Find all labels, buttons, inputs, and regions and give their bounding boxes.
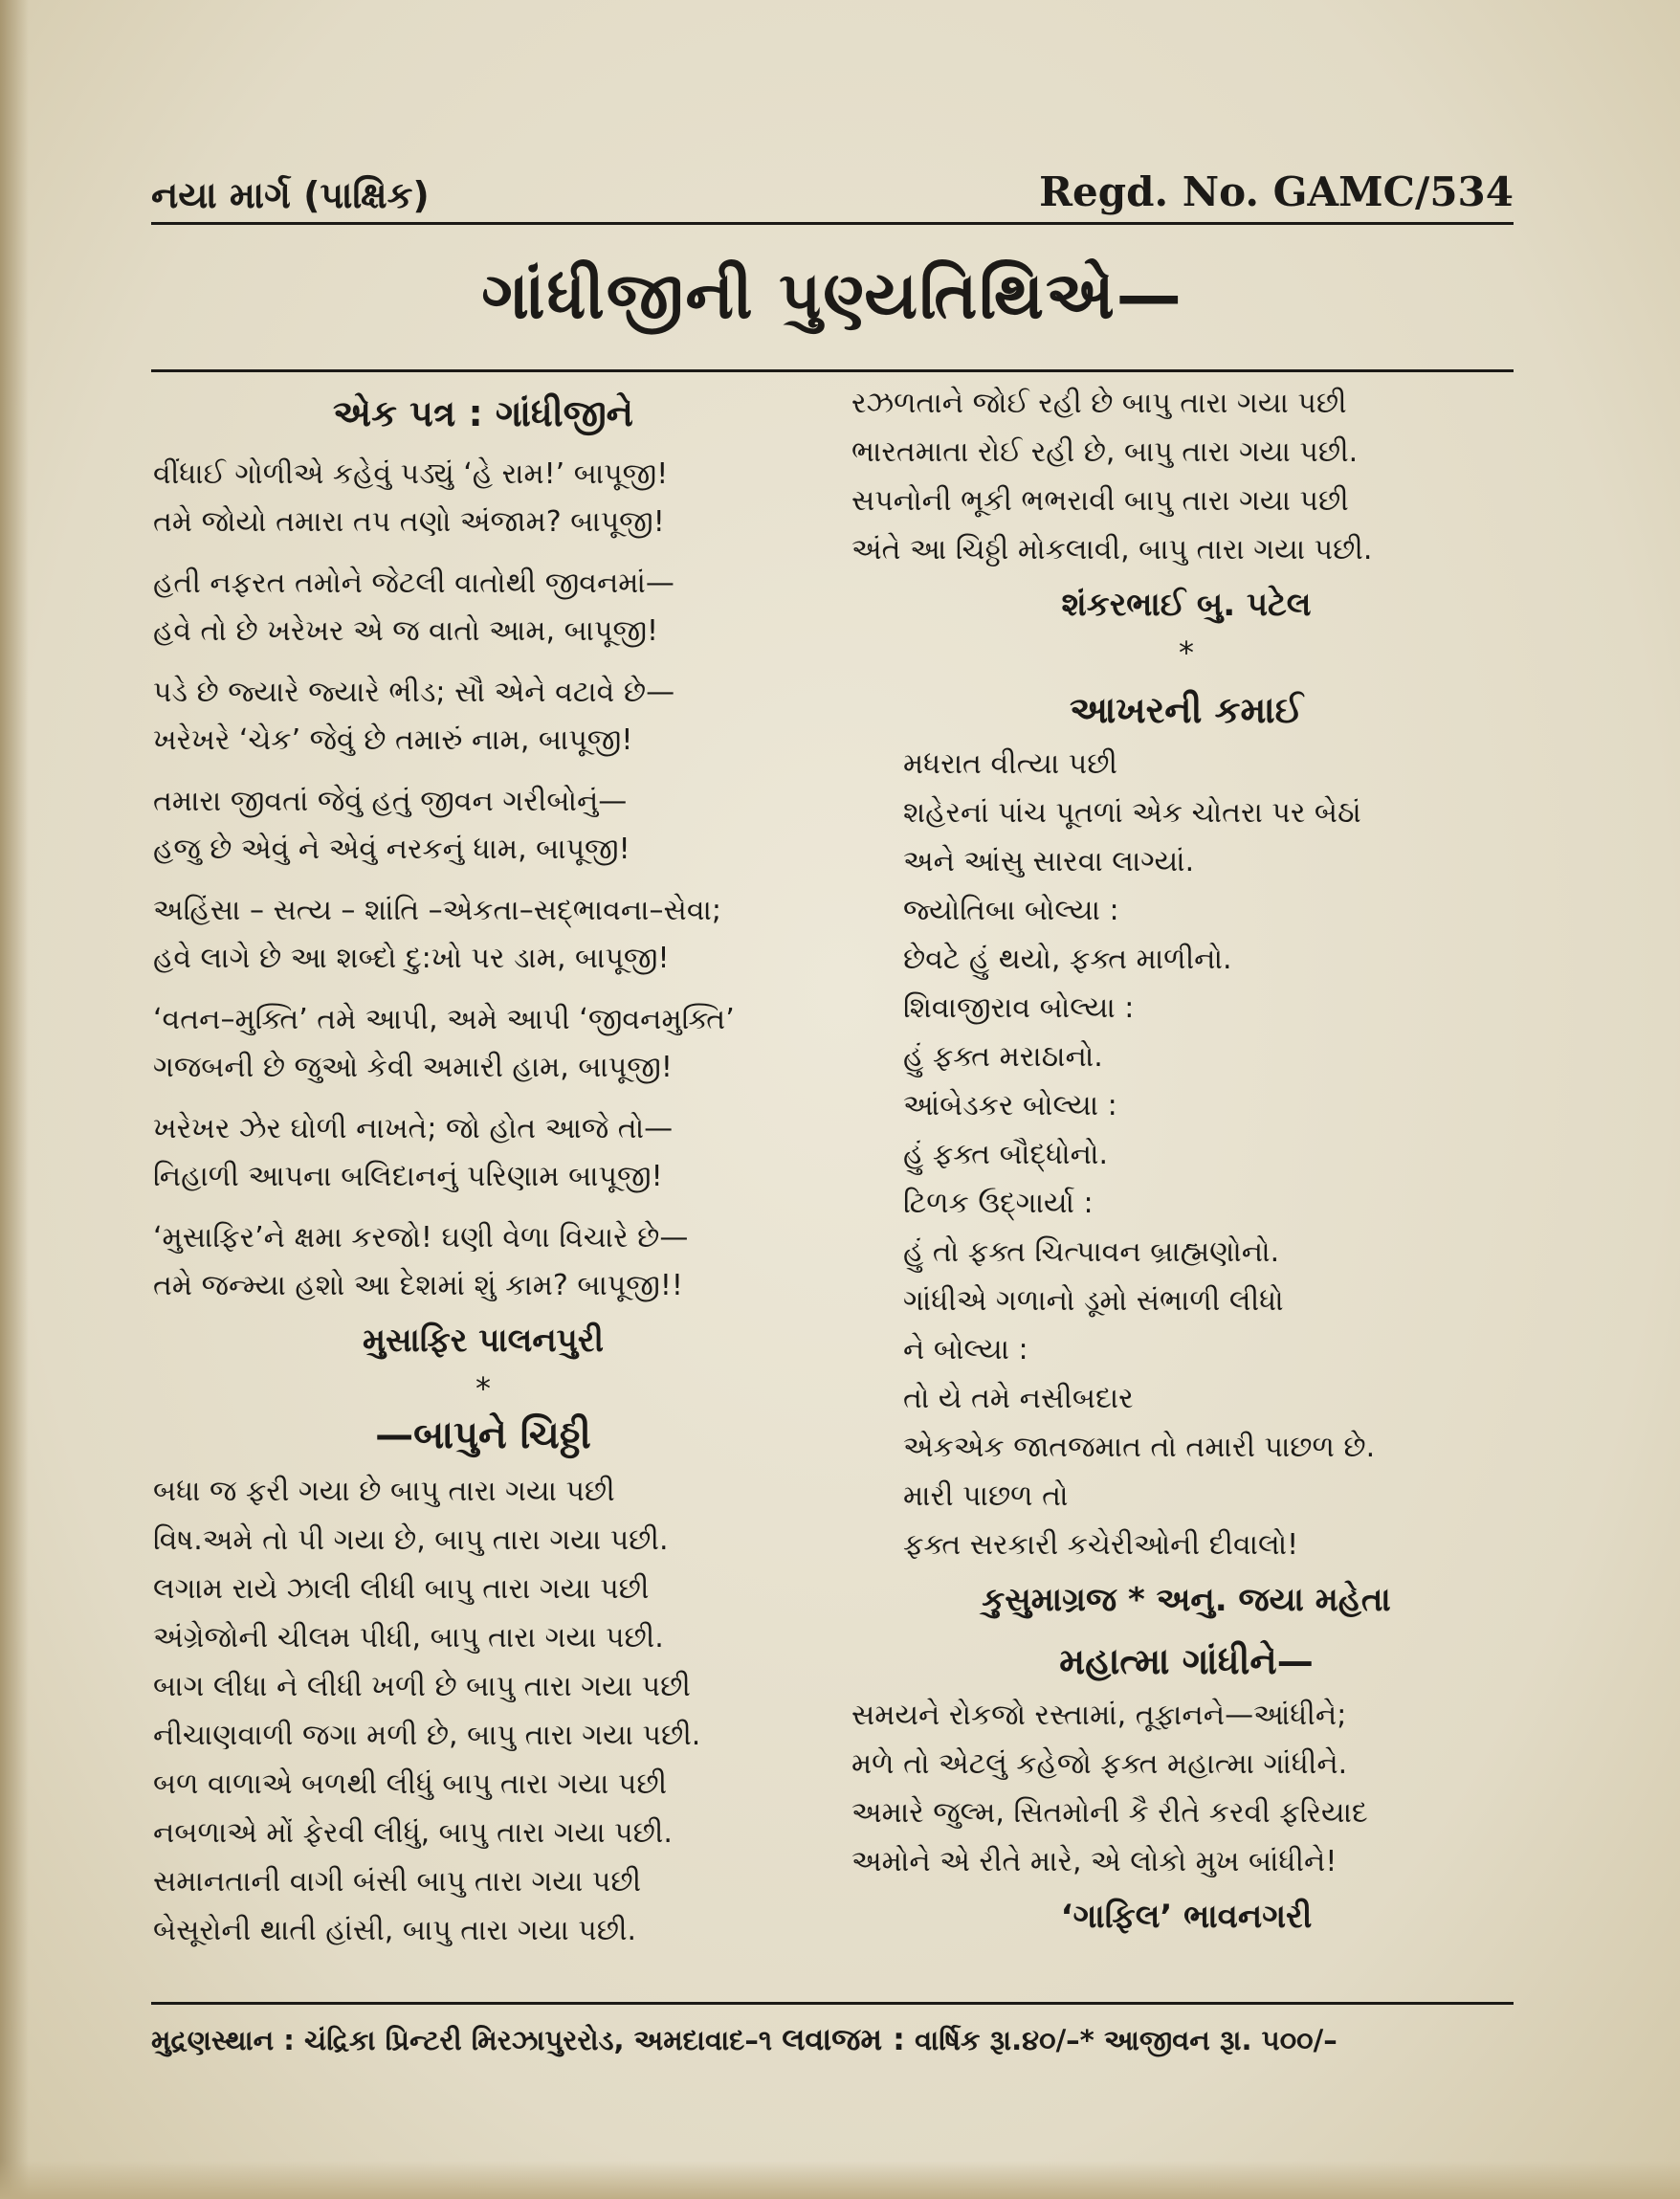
poem-line: તો યે તમે નસીબદાર [903,1382,1134,1415]
couplet [153,1105,813,1201]
poem-continuation [851,379,1521,574]
poem-line: ગજબની છે જુઓ કેવી અમારી હામ, બાપૂજી! [153,1051,673,1084]
poem-line: નબળાએ મોં ફેરવી લીધું, બાપુ તારા ગયા પછી. [153,1816,673,1850]
poem-line: ગાંધીએ ગળાનો ડૂમો સંભાળી લીધો [903,1284,1284,1318]
couplet [153,669,813,765]
header-rule [151,222,1514,225]
poem-line: રઝળતાને જોઈ રહી છે બાપુ તારા ગયા પછી [851,387,1347,420]
poem-line: હજુ છે એવું ને એવું નરકનું ધામ, બાપૂજી! [153,833,630,866]
poem-line: ‘વતન–મુક્તિ’ તમે આપી, અમે આપી ‘જીવનમુક્તિ’ [153,1003,735,1036]
page-bottom-shadow [0,2161,1680,2199]
poem-line: આંબેડકર બોલ્યા : [903,1089,1117,1122]
poem-line: અને આંસુ સારવા લાગ્યાં. [903,845,1195,878]
registration-number: Regd. No. GAMC/534 [1039,168,1514,215]
subscription-label: લવાજમ : [782,2021,905,2057]
magazine-name: નયા માર્ગ (પાક્ષિક) [151,174,430,216]
poem-line: સમયને રોકજો રસ્તામાં, તૂફાનને—આંધીને; [851,1699,1347,1732]
couplet [153,560,813,655]
poem-line: ભારતમાતા રોઈ રહી છે, બાપુ તારા ગયા પછી. [851,435,1359,469]
separator-star: * [475,1370,491,1407]
poem-line: હવે લાગે છે આ શબ્દો દુ:ખો પર ડામ, બાપૂજી! [153,942,670,975]
poem-title-mahatma-gandhine: મહાત્મા ગાંધીને— [1059,1640,1314,1682]
poem-line: બધા જ ફરી ગયા છે બાપુ તારા ગયા પછી [153,1475,615,1508]
poem-line: સપનોની ભૂકી ભભરાવી બાપુ તારા ગયા પછી [851,484,1349,518]
poem-line: મળે તો એટલું કહેજો ફક્ત મહાત્મા ગાંધીને. [851,1747,1348,1781]
poem-line: અંગ્રેજોની ચીલમ પીધી, બાપુ તારા ગયા પછી. [153,1621,664,1655]
poem-line: હતી નફરત તમોને જેટલી વાતોથી જીવનમાં— [153,566,674,600]
couplet [153,451,813,546]
poem-line: ફક્ત સરકારી કચેરીઓની દીવાલો! [903,1528,1299,1562]
poem-line: અહિંસા – સત્ય – શાંતિ –એકતા–સદ્‌ભાવના–સેવા; [153,894,721,927]
poem-author: શંકરભાઈ બુ. પટેલ [1061,586,1312,624]
poem-title-aakharni-kamai: આખરની કમાઈ [1070,689,1303,731]
poem-line: અંતે આ ચિઠ્ઠી મોકલાવી, બાપુ તારા ગયા પછી. [851,533,1373,566]
poem-title-bapune-chitthi: —બાપુને ચિઠ્ઠી [375,1413,591,1457]
separator-star: * [1179,634,1194,671]
poem-line: ‘મુસાફિર’ને ક્ષમા કરજો! ઘણી વેળા વિચારે છે— [153,1221,689,1255]
page-edge-shadow [0,0,29,2199]
poem-line: લગામ રાયે ઝાલી લીધી બાપુ તારા ગયા પછી [153,1572,650,1606]
poem-line: મારી પાછળ તો [903,1479,1069,1513]
poem-line: ટિળક ઉદ્‌ગાર્યા : [903,1187,1094,1220]
poem-line: સમાનતાની વાગી બંસી બાપુ તારા ગયા પછી [153,1865,642,1899]
poem-line: હવે તો છે ખરેખર એ જ વાતો આમ, બાપૂજી! [153,614,659,648]
right-column [851,379,1521,1945]
poem-body [153,1467,813,1955]
poem-author: ‘ગાફિલ’ ભાવનગરી [1060,1898,1313,1936]
poem-line: બાગ લીધા ને લીધી ખળી છે બાપુ તારા ગયા પછી [153,1670,691,1703]
poem-title-ek-patra: એક પત્ર : ગાંધીજીને [333,392,633,434]
poem-line: નીચાણવાળી જગા મળી છે, બાપુ તારા ગયા પછી. [153,1719,701,1752]
poem-line: નિહાળી આપના બલિદાનનું પરિણામ બાપૂજી! [153,1160,663,1193]
poem-line: તમે જોયો તમારા તપ તણો અંજામ? બાપૂજી! [153,505,665,539]
poem-author: કુસુમાગ્રજ * અનુ. જયા મહેતા [982,1581,1391,1619]
poem-line: એકએક જાતજમાત તો તમારી પાછળ છે. [903,1431,1376,1464]
printer-info: મુદ્રણસ્થાન : ચંદ્રિકા પ્રિન્ટરી મિરઝાપુરરોડ, અમદાવાદ–૧ [151,2024,773,2056]
poem-line: પડે છે જ્યારે જ્યારે ભીડ; સૌ એને વટાવે છે— [153,676,675,709]
poem-line: તમે જન્મ્યા હશો આ દેશમાં શું કામ? બાપૂજી!! [153,1269,683,1302]
poem-line: બેસૂરોની થાતી હાંસી, બાપુ તારા ગયા પછી. [153,1914,637,1947]
poem-body [851,1691,1521,1886]
poem-line: બળ વાળાએ બળથી લીધું બાપુ તારા ગયા પછી [153,1767,668,1801]
footer-rule [151,2002,1514,2005]
poem-line: અમારે જુલ્મ, સિતમોની કૈ રીતે કરવી ફરિયાદ [851,1796,1368,1830]
poem-line: ખરેખર ઝેર ઘોળી નાખતે; જો હોત આજે તો— [153,1112,674,1145]
poem-line: ખરેખરે ‘ચેક’ જેવું છે તમારું નામ, બાપૂજી! [153,723,633,757]
poem-line: જ્યોતિબા બોલ્યા : [903,894,1119,927]
poem-author: મુસાફિર પાલનપુરી [362,1322,605,1360]
poem-line: છેવટે હું થયો, ફક્ત માળીનો. [903,943,1232,976]
left-column [153,392,813,1955]
poem-line: હું ફક્ત બૌદ્ધોનો. [903,1138,1109,1171]
poem-line: તમારા જીવતાં જેવું હતું જીવન ગરીબોનું— [153,785,628,818]
poem-line: શહેરનાં પાંચ પૂતળાં એક ચોતરા પર બેઠાં [903,796,1361,830]
title-rule [151,369,1514,372]
poem-line: હું તો ફક્ત ચિત્પાવન બ્રાહ્મણોનો. [903,1235,1280,1269]
couplet [153,996,813,1092]
poem-line: વીંધાઈ ગોળીએ કહેવું પડ્યું ‘હે રામ!’ બાપૂજી! [153,457,669,491]
poem-line: મધરાત વીત્યા પછી [903,747,1117,781]
couplet [153,1214,813,1310]
page-header [151,161,1514,222]
page-title: ગાંધીજીની પુણ્યતિથિએ— [481,258,1183,334]
couplet [153,887,813,983]
poem-body [851,740,1521,1569]
poem-line: શિવાજીરાવ બોલ્યા : [903,991,1135,1025]
poem-line: ને બોલ્યા : [903,1333,1028,1366]
poem-line: હું ફક્ત મરાઠાનો. [903,1040,1103,1074]
poem-line: અમોને એ રીતે મારે, એ લોકો મુખ બાંધીને! [851,1845,1337,1878]
subscription-fee: વાર્ષિક રૂા.૪૦/–* આજીવન રૂા. ૫૦૦/– [915,2024,1337,2056]
couplet [153,778,813,874]
poem-line: વિષ.અમે તો પી ગયા છે, બાપુ તારા ગયા પછી. [153,1523,669,1557]
page-footer [151,2021,1514,2058]
